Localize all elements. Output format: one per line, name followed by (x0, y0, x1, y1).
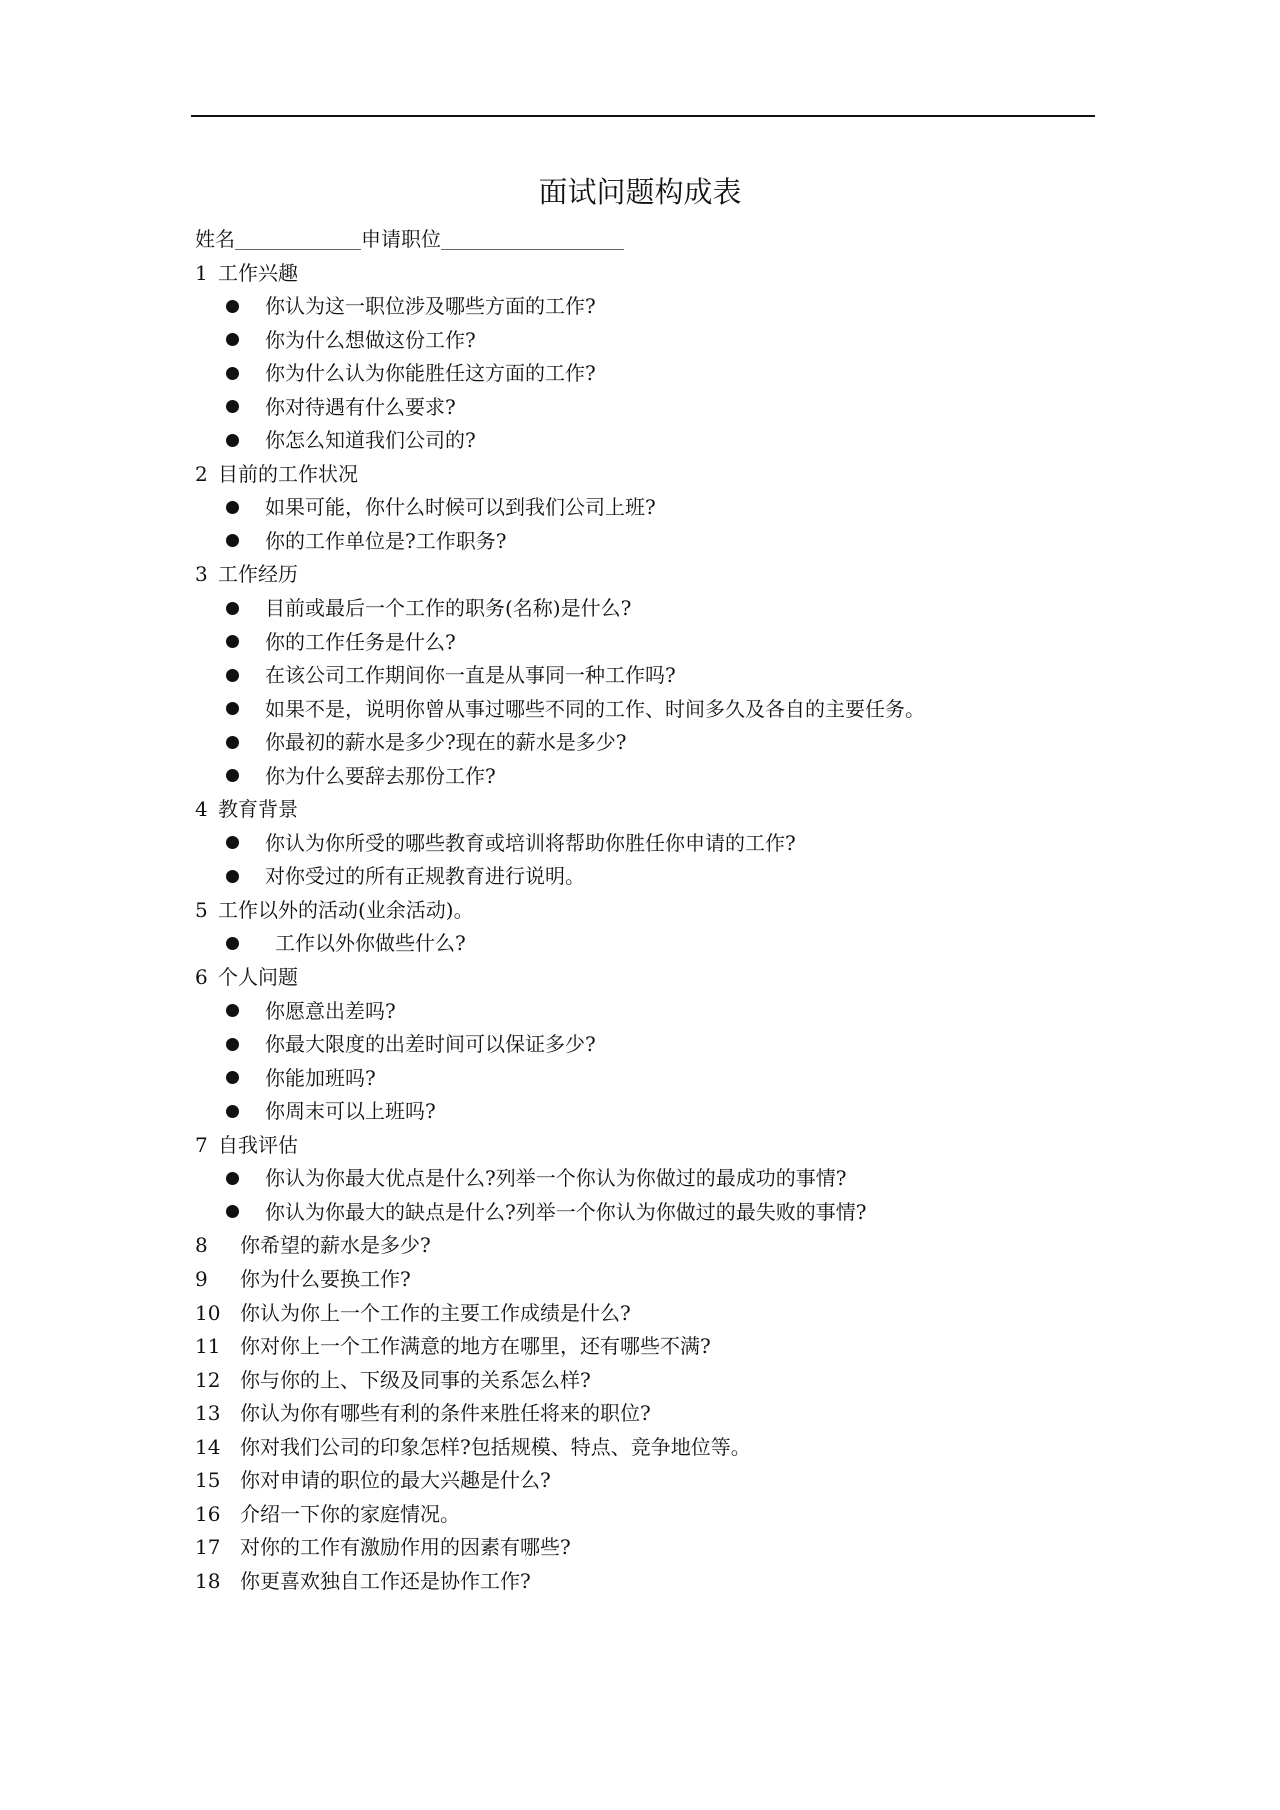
section-title: 工作经历 (218, 562, 298, 587)
item-text: 你的工作任务是什么? (265, 629, 456, 654)
question-text: 你与你的上、下级及同事的关系怎么样? (240, 1367, 591, 1392)
item-text: 你周末可以上班吗? (265, 1099, 436, 1124)
item-text: 对你受过的所有正规教育进行说明。 (265, 864, 585, 889)
item-text: 工作以外你做些什么? (275, 931, 466, 956)
question-text: 对你的工作有激励作用的因素有哪些? (240, 1535, 571, 1560)
list-item (0, 760, 1280, 794)
bullet-icon (226, 669, 239, 682)
item-text: 你愿意出差吗? (265, 998, 396, 1023)
question-number: 12 (195, 1367, 221, 1392)
bullet-icon (226, 400, 239, 413)
item-text: 你认为你最大的缺点是什么?列举一个你认为你做过的最失败的事情? (265, 1199, 867, 1224)
question-number: 14 (195, 1434, 221, 1459)
question-text: 你对你上一个工作满意的地方在哪里，还有哪些不满? (240, 1334, 711, 1359)
question-row (0, 1330, 1280, 1364)
section-title: 教育背景 (218, 797, 298, 822)
section-number: 6 (195, 965, 208, 990)
section-heading (0, 558, 1280, 592)
position-label: 申请职位 (361, 227, 441, 251)
section-heading (0, 257, 1280, 291)
list-item (0, 659, 1280, 693)
section-title: 自我评估 (218, 1132, 298, 1157)
section-title: 工作以外的活动(业余活动)。 (218, 897, 474, 922)
item-text: 你最初的薪水是多少?现在的薪水是多少? (265, 730, 627, 755)
question-number: 15 (195, 1468, 221, 1493)
question-text: 你对我们公司的印象怎样?包括规模、特点、竞争地位等。 (240, 1434, 751, 1459)
list-item (0, 860, 1280, 894)
question-number: 16 (195, 1501, 221, 1526)
section-number: 7 (195, 1132, 208, 1157)
list-item (0, 827, 1280, 861)
question-row (0, 1464, 1280, 1498)
bullet-icon (226, 1205, 239, 1218)
list-item (0, 525, 1280, 559)
name-blank-field[interactable] (235, 227, 361, 250)
list-item (0, 726, 1280, 760)
question-row (0, 1531, 1280, 1565)
question-row (0, 1297, 1280, 1331)
question-text: 介绍一下你的家庭情况。 (240, 1501, 460, 1526)
item-text: 目前或最后一个工作的职务(名称)是什么? (265, 596, 632, 621)
list-item (0, 995, 1280, 1029)
list-item (0, 1162, 1280, 1196)
list-item (0, 626, 1280, 660)
list-item (0, 1095, 1280, 1129)
question-text: 你认为你上一个工作的主要工作成绩是什么? (240, 1300, 631, 1325)
bullet-icon (226, 702, 239, 715)
item-text: 你怎么知道我们公司的? (265, 428, 476, 453)
question-number: 8 (195, 1233, 208, 1258)
section-number: 2 (195, 461, 208, 486)
item-text: 你为什么认为你能胜任这方面的工作? (265, 361, 596, 386)
question-row (0, 1565, 1280, 1599)
item-text: 如果可能，你什么时候可以到我们公司上班? (265, 495, 656, 520)
name-label: 姓名 (195, 227, 235, 251)
section-heading (0, 458, 1280, 492)
document-body (0, 223, 1280, 1598)
bullet-icon (226, 1038, 239, 1051)
bullet-icon (226, 367, 239, 380)
bullet-icon (226, 736, 239, 749)
section-heading (0, 793, 1280, 827)
section-title: 工作兴趣 (218, 260, 298, 285)
question-text: 你更喜欢独自工作还是协作工作? (240, 1568, 531, 1593)
list-item (0, 290, 1280, 324)
question-row (0, 1498, 1280, 1532)
document-title: 面试问题构成表 (538, 175, 742, 209)
bullet-icon (226, 870, 239, 883)
bullet-icon (226, 1172, 239, 1185)
section-number: 5 (195, 897, 208, 922)
bullet-icon (226, 300, 239, 313)
item-text: 在该公司工作期间你一直是从事同一种工作吗? (265, 663, 676, 688)
bullet-icon (226, 333, 239, 346)
list-item (0, 357, 1280, 391)
item-text: 你认为你所受的哪些教育或培训将帮助你胜任你申请的工作? (265, 830, 796, 855)
item-text: 你对待遇有什么要求? (265, 394, 456, 419)
bullet-icon (226, 602, 239, 615)
list-item (0, 592, 1280, 626)
section-number: 3 (195, 562, 208, 587)
bullet-icon (226, 937, 239, 950)
item-text: 你认为这一职位涉及哪些方面的工作? (265, 294, 596, 319)
question-text: 你对申请的职位的最大兴趣是什么? (240, 1468, 551, 1493)
section-title: 目前的工作状况 (218, 461, 358, 486)
section-title: 个人问题 (218, 965, 298, 990)
bullet-icon (226, 635, 239, 648)
bullet-icon (226, 1105, 239, 1118)
bullet-icon (226, 769, 239, 782)
question-text: 你希望的薪水是多少? (240, 1233, 431, 1258)
list-item (0, 424, 1280, 458)
section-heading (0, 1129, 1280, 1163)
bullet-icon (226, 501, 239, 514)
list-item (0, 1028, 1280, 1062)
question-number: 18 (195, 1568, 221, 1593)
bullet-icon (226, 836, 239, 849)
header-rule (191, 115, 1095, 117)
section-number: 1 (195, 260, 208, 285)
bullet-icon (226, 434, 239, 447)
question-text: 你认为你有哪些有利的条件来胜任将来的职位? (240, 1401, 651, 1426)
question-text: 你为什么要换工作? (240, 1266, 411, 1291)
item-text: 你认为你最大优点是什么?列举一个你认为你做过的最成功的事情? (265, 1166, 847, 1191)
question-row (0, 1431, 1280, 1465)
section-number: 4 (195, 797, 208, 822)
question-number: 9 (195, 1266, 208, 1291)
item-text: 如果不是，说明你曾从事过哪些不同的工作、时间多久及各自的主要任务。 (265, 696, 925, 721)
item-text: 你为什么要辞去那份工作? (265, 763, 496, 788)
list-item (0, 1196, 1280, 1230)
question-number: 13 (195, 1401, 221, 1426)
list-item (0, 1062, 1280, 1096)
list-item (0, 693, 1280, 727)
question-row (0, 1229, 1280, 1263)
applicant-info-line (0, 223, 1280, 257)
question-row (0, 1364, 1280, 1398)
bullet-icon (226, 534, 239, 547)
section-heading (0, 894, 1280, 928)
bullet-icon (226, 1071, 239, 1084)
item-text: 你最大限度的出差时间可以保证多少? (265, 1032, 596, 1057)
question-row (0, 1263, 1280, 1297)
section-heading (0, 961, 1280, 995)
question-number: 11 (195, 1334, 221, 1359)
list-item (0, 391, 1280, 425)
item-text: 你能加班吗? (265, 1065, 376, 1090)
question-number: 10 (195, 1300, 221, 1325)
list-item (0, 491, 1280, 525)
list-item (0, 927, 1280, 961)
question-number: 17 (195, 1535, 221, 1560)
bullet-icon (226, 1004, 239, 1017)
list-item (0, 324, 1280, 358)
question-row (0, 1397, 1280, 1431)
position-blank-field[interactable] (441, 227, 624, 250)
item-text: 你为什么想做这份工作? (265, 327, 476, 352)
item-text: 你的工作单位是?工作职务? (265, 528, 507, 553)
